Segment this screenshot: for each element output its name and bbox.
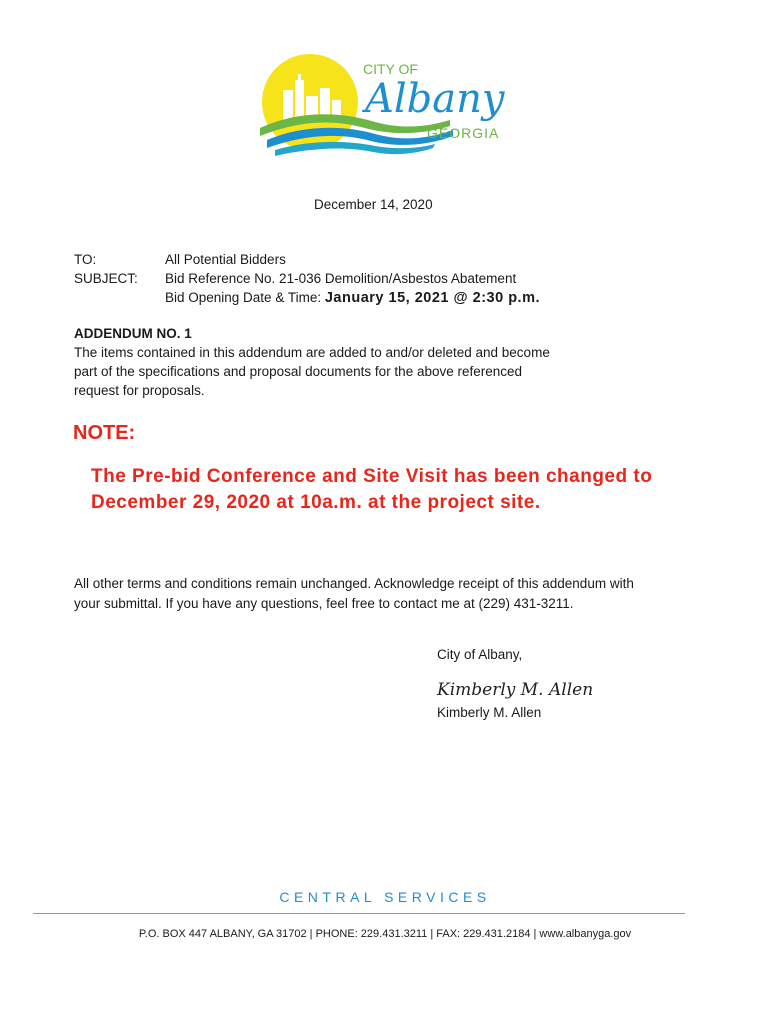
to-label: TO: [74, 252, 97, 267]
closing-line-1: All other terms and conditions remain unchanged. Acknowledge receipt of this addendum with [74, 576, 634, 591]
note-line-1: The Pre-bid Conference and Site Visit has been changed to [91, 466, 653, 487]
bid-opening-label: Bid Opening Date & Time: [165, 290, 322, 305]
subject-value: Bid Reference No. 21-036 Demolition/Asbestos Abatement [165, 271, 517, 286]
salutation: City of Albany, [437, 647, 523, 662]
department-heading: CENTRAL SERVICES [279, 889, 491, 905]
city-of-albany-logo [255, 50, 530, 160]
bid-opening-value: January 15, 2021 @ 2:30 p.m. [324, 290, 540, 306]
handwritten-signature: Kimberly M. Allen [437, 680, 594, 700]
letter-date: December 14, 2020 [314, 197, 433, 212]
logo-georgia: GEORGIA [427, 125, 500, 141]
closing-line-2: your submittal. If you have any questions, feel free to contact me at (229) 431-3211. [74, 596, 574, 611]
addendum-line-2: part of the specifications and proposal documents for the above referenced [74, 364, 523, 379]
bid-opening-line [165, 289, 540, 307]
addendum-line-1: The items contained in this addendum are added to and/or deleted and become [74, 345, 550, 360]
note-label: NOTE: [73, 422, 136, 444]
note-line-2: December 29, 2020 at 10a.m. at the project site. [91, 492, 541, 513]
addendum-title: ADDENDUM NO. 1 [74, 326, 192, 341]
addendum-line-3: request for proposals. [74, 383, 205, 398]
footer-divider [33, 913, 685, 914]
logo-albany: Albany [365, 76, 505, 122]
logo-city-of: CITY OF [363, 61, 418, 77]
subject-label: SUBJECT: [74, 271, 138, 286]
signer-name: Kimberly M. Allen [437, 705, 542, 720]
to-value: All Potential Bidders [165, 252, 286, 267]
footer-address: P.O. BOX 447 ALBANY, GA 31702 | PHONE: 229.431.3211 | FAX: 229.431.2184 | www.albanyga.gov [138, 928, 632, 940]
